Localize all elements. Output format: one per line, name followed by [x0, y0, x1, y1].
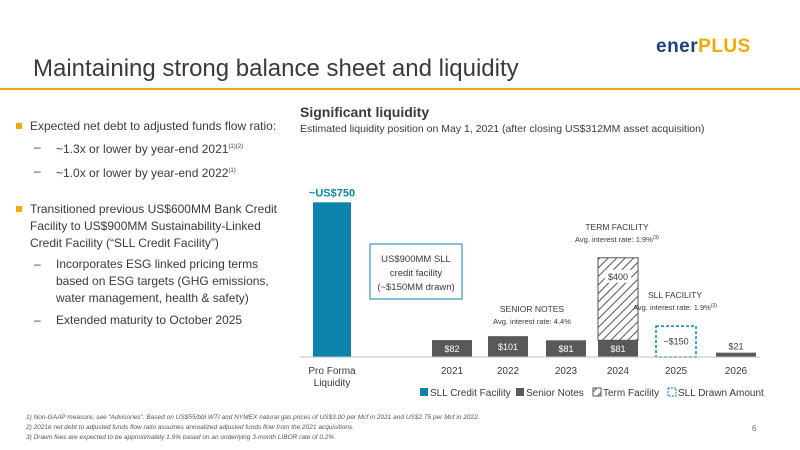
x-tick-label: 2024: [606, 366, 630, 377]
x-tick-label: 2021: [440, 366, 464, 377]
sll-callout-line3: (~$150MM drawn): [377, 282, 455, 293]
x-tick-label: Pro Forma: [308, 366, 356, 377]
senior-notes-title: SENIOR NOTES: [499, 304, 565, 314]
dash-icon: –: [34, 140, 41, 154]
footnotes: [26, 413, 480, 443]
footnote: 1) Non-GAAP measure, see “Advisories”. Based on US$55/bbl WTI and NYMEX natural gas prices of US$3.00 per Mcf in 2021 and US$2.75 per Mcf in 2022.: [26, 414, 480, 421]
sll-credit-facility-bar: [313, 202, 351, 357]
x-tick-label: 2026: [724, 366, 748, 377]
legend-label-sll-drawn-amount: SLL Drawn Amount: [678, 388, 764, 399]
footnote: 3) Drawn fees are expected to be approximately 1.9% based on an underlying 3-month LIBOR rate of 0.2%: [26, 434, 335, 441]
senior-notes-value-label: $81: [558, 344, 574, 355]
sll-facility-title: SLL FACILITY: [647, 290, 703, 300]
x-tick-label: 2023: [554, 366, 578, 377]
page-title: Maintaining strong balance sheet and liquidity: [33, 55, 519, 82]
sll-facility-rate: Avg. interest rate: 1.9%: [633, 303, 711, 312]
sll-callout-line1: US$900MM SLL: [381, 254, 451, 265]
term-facility-rate: Avg. interest rate: 1.9%: [575, 235, 653, 244]
x-tick-label: 2022: [496, 366, 520, 377]
footnote: 2) 2021e net debt to adjusted funds flow ratio assumes annualized adjusted funds flow from the 2021 acquisitions.: [26, 424, 355, 431]
sll-drawn-amount-value-label: ~$150: [663, 336, 689, 347]
enerplus-logo: enerPLUS: [656, 36, 751, 57]
dash-icon: –: [34, 257, 41, 271]
sub-bullet-text: ~1.0x or lower by year-end 2022: [56, 166, 229, 180]
sll-credit-facility-value-label: ~US$750: [308, 187, 356, 200]
chart-subtitle: Estimated liquidity position on May 1, 2021 (after closing US$312MM asset acquisition): [300, 123, 705, 135]
legend-swatch-senior-notes: [516, 388, 524, 396]
senior-notes-value-label: $101: [497, 342, 519, 353]
term-facility-rate-line: [575, 235, 659, 244]
senior-notes-bar: [716, 353, 756, 357]
bullet-text: Transitioned previous US$600MM Bank Credit Facility to US$900MM Sustainability-Linked Credit Facility (“SLL Credit Facility”): [30, 202, 278, 250]
legend-swatch-term-facility: [593, 388, 601, 396]
legend-label-term-facility: Term Facility: [603, 388, 660, 399]
sub-bullet-text: Incorporates ESG linked pricing terms based on ESG targets (GHG emissions, water management, health & safety): [56, 257, 269, 305]
term-facility-value-label: $400: [607, 271, 629, 282]
sll-callout-line2: credit facility: [389, 268, 443, 279]
sll-facility-rate-line: [633, 303, 717, 312]
sub-bullet-text: Extended maturity to October 2025: [56, 313, 243, 327]
legend-label-sll-credit-facility: SLL Credit Facility: [430, 388, 511, 399]
term-facility-rate-sup: (3): [652, 235, 659, 241]
bullet-text: Expected net debt to adjusted funds flow ratio:: [30, 119, 277, 133]
x-tick-label: 2025: [664, 366, 688, 377]
term-facility-title: TERM FACILITY: [585, 222, 649, 232]
legend-label-senior-notes: Senior Notes: [526, 388, 584, 399]
footnote-ref: (1): [228, 168, 236, 174]
senior-notes-value-label: $82: [444, 344, 460, 355]
sll-facility-rate-sup: (3): [710, 303, 717, 309]
chart-title: Significant liquidity: [300, 104, 430, 120]
dash-icon: –: [34, 164, 41, 178]
x-tick-label: Liquidity: [313, 378, 351, 389]
legend-swatch-sll-drawn-amount: [668, 388, 676, 396]
page-number: 6: [752, 424, 757, 433]
sub-bullet-text: ~1.3x or lower by year-end 2021: [56, 142, 229, 156]
footnote-ref: (1)(2): [228, 144, 244, 150]
senior-notes-value-label: $81: [610, 344, 626, 355]
senior-notes-value-label: $21: [728, 341, 744, 352]
legend-swatch-sll-credit-facility: [420, 388, 428, 396]
dash-icon: –: [34, 313, 41, 327]
senior-notes-rate: Avg. interest rate: 4.4%: [493, 317, 571, 326]
